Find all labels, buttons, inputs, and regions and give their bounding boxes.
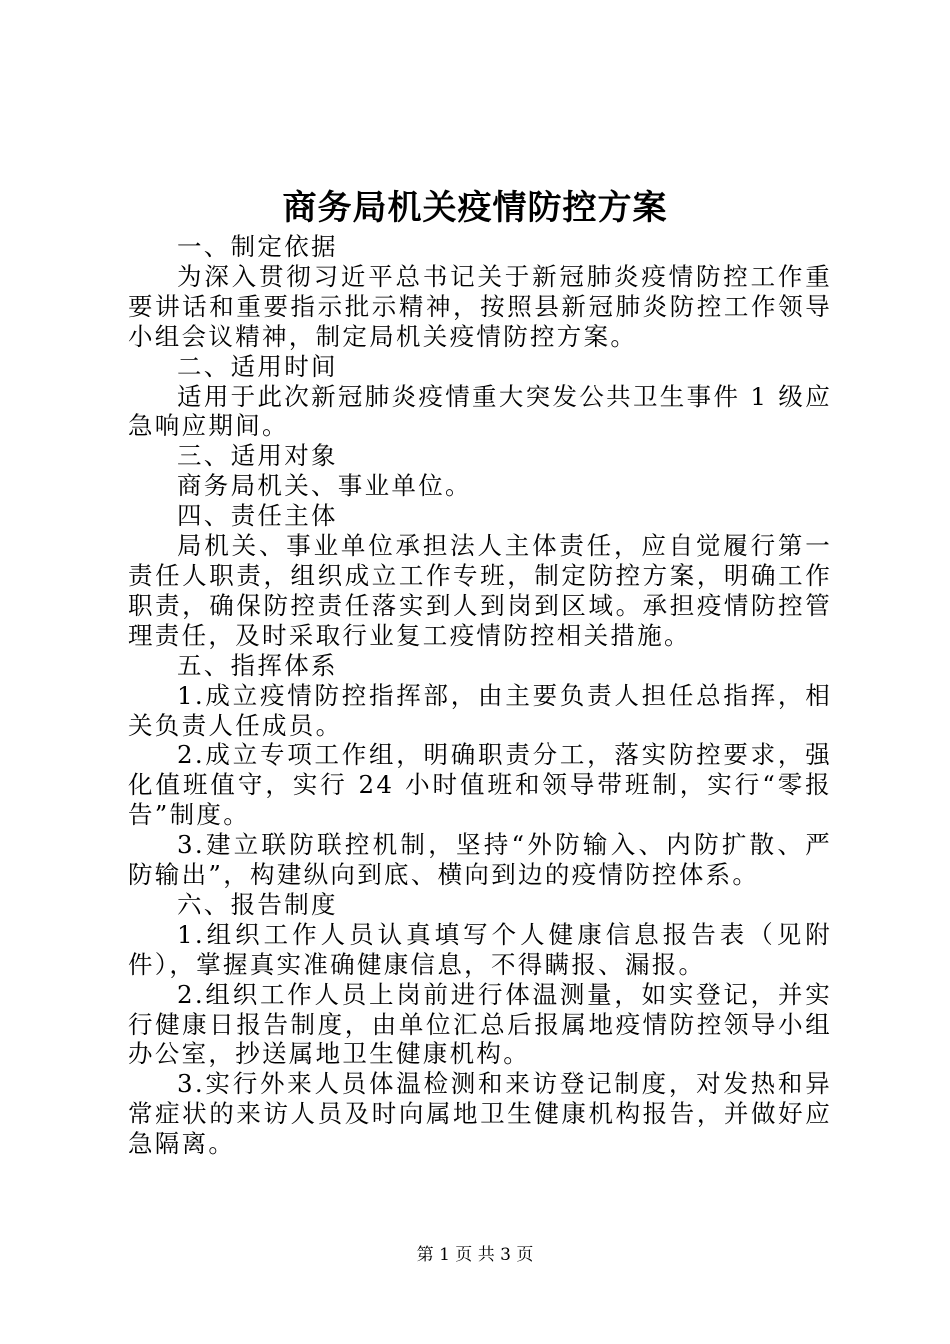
list-item-command-2: 2.成立专项工作组，明确职责分工，落实防控要求，强化值班值守，实行 24 小时值班和领导带班制，实行“零报告”制度。 xyxy=(128,740,832,830)
list-item-report-1: 1.组织工作人员认真填写个人健康信息报告表（见附件），掌握真实准确健康信息，不得瞒报、漏报。 xyxy=(128,919,832,979)
document-body xyxy=(128,232,832,1159)
section-heading-1: 一、制定依据 xyxy=(177,232,338,261)
list-item-command-1: 1.成立疫情防控指挥部，由主要负责人担任总指挥，相关负责人任成员。 xyxy=(128,680,832,740)
paragraph-responsibility: 局机关、事业单位承担法人主体责任，应自觉履行第一责任人职责，组织成立工作专班，制定防控方案，明确工作职责，确保防控责任落实到人到岗到区域。承担疫情防控管理责任，及时采取行业复工疫情防控相关措施。 xyxy=(128,531,832,650)
list-item-command-3: 3.建立联防联控机制，坚持“外防输入、内防扩散、严防输出”，构建纵向到底、横向到边的疫情防控体系。 xyxy=(128,830,832,890)
list-item-report-3: 3.实行外来人员体温检测和来访登记制度，对发热和异常症状的来访人员及时向属地卫生健康机构报告，并做好应急隔离。 xyxy=(128,1069,832,1159)
document-title: 商务局机关疫情防控方案 xyxy=(282,188,668,228)
paragraph-scope: 商务局机关、事业单位。 xyxy=(177,471,472,501)
paragraph-basis: 为深入贯彻习近平总书记关于新冠肺炎疫情防控工作重要讲话和重要指示批示精神，按照县新冠肺炎防控工作领导小组会议精神，制定局机关疫情防控方案。 xyxy=(128,261,832,351)
paragraph-period: 适用于此次新冠肺炎疫情重大突发公共卫生事件 1 级应急响应期间。 xyxy=(128,381,832,441)
section-heading-4: 四、责任主体 xyxy=(177,501,338,531)
section-heading-6: 六、报告制度 xyxy=(177,889,338,919)
section-heading-5: 五、指挥体系 xyxy=(177,650,338,680)
page-number-footer: 第 1 页 共 3 页 xyxy=(416,1245,534,1265)
section-heading-2: 二、适用时间 xyxy=(177,351,338,381)
section-heading-3: 三、适用对象 xyxy=(177,441,338,471)
list-item-report-2: 2.组织工作人员上岗前进行体温测量，如实登记，并实行健康日报告制度，由单位汇总后报属地疫情防控领导小组办公室，抄送属地卫生健康机构。 xyxy=(128,979,832,1069)
